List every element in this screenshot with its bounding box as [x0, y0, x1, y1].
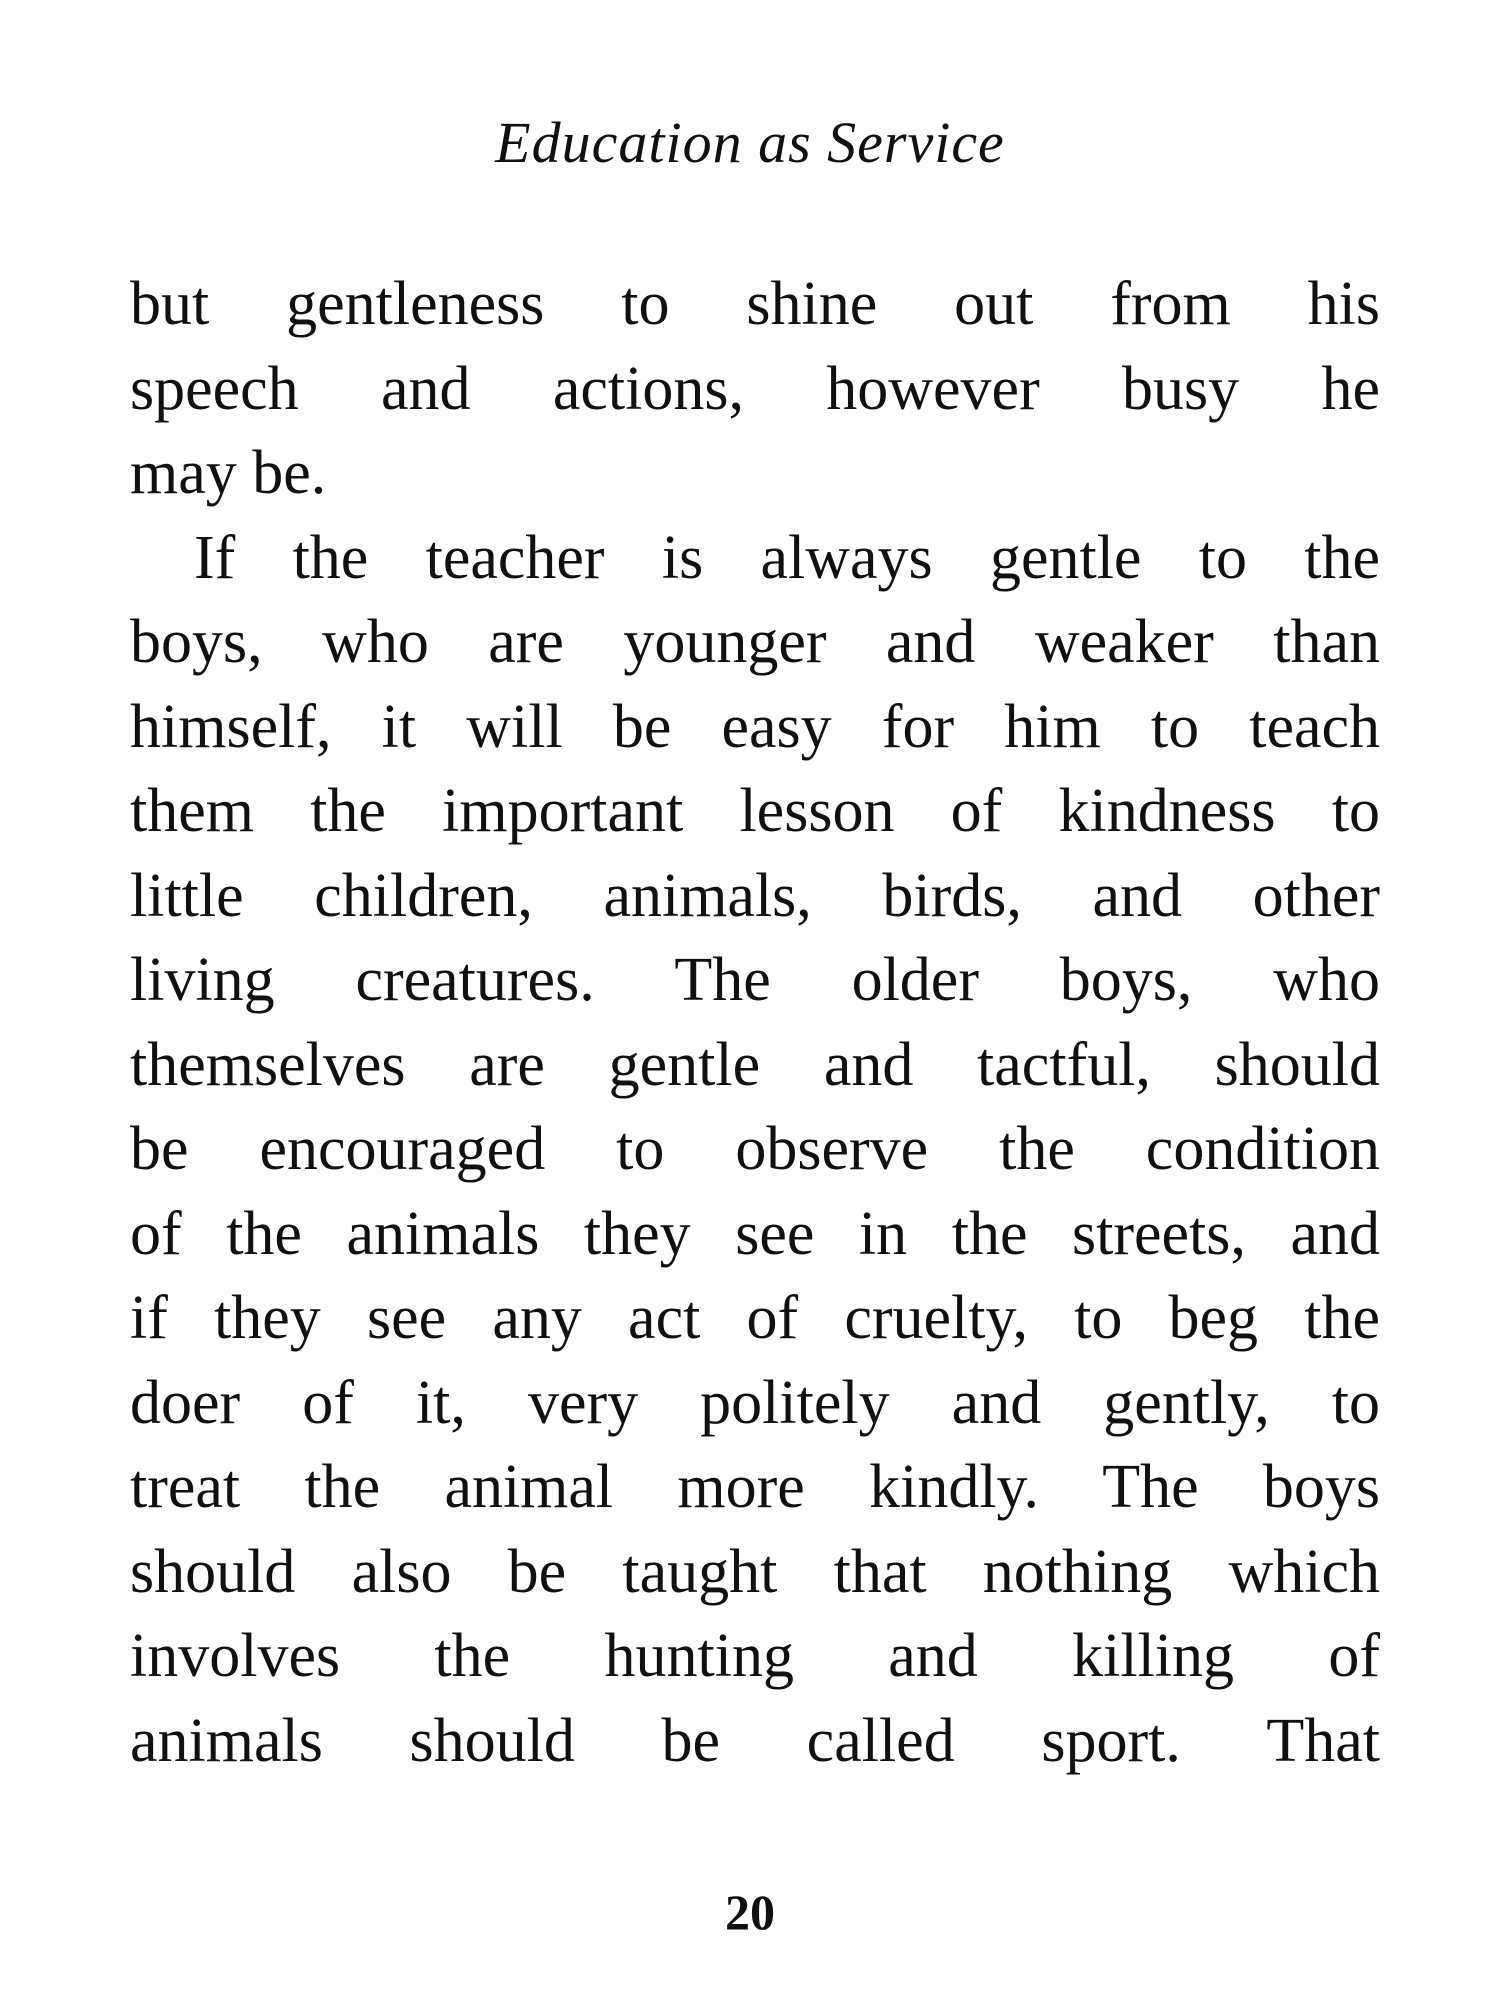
text-line: but gentleness to shine out from his [130, 270, 1380, 338]
text-line: little children, animals, birds, and other [130, 861, 1380, 930]
text-line: themselves are gentle and tactful, should [130, 1030, 1380, 1099]
text-line: animals should be called sport. That [130, 1706, 1380, 1775]
text-line: himself, it will be easy for him to teach [130, 692, 1380, 761]
text-line: treat the animal more kindly. The boys [130, 1453, 1380, 1521]
text-line: speech and actions, however busy he [130, 354, 1380, 423]
text-line: them the important lesson of kindness to [130, 777, 1380, 845]
running-head: Education as Service [495, 110, 1005, 175]
page-number: 20 [725, 1884, 775, 1940]
text-line: boys, who are younger and weaker than [130, 608, 1380, 676]
body-text [130, 262, 1380, 1783]
text-line: involves the hunting and killing of [130, 1622, 1380, 1690]
text-line: doer of it, very politely and gently, to [130, 1368, 1380, 1437]
text-line: be encouraged to observe the condition [130, 1115, 1380, 1183]
text-line: may be. [130, 439, 327, 507]
text-line: If the teacher is always gentle to the [194, 523, 1380, 592]
text-line: of the animals they see in the streets, and [130, 1199, 1380, 1268]
text-line: living creatures. The older boys, who [130, 946, 1380, 1014]
text-line: if they see any act of cruelty, to beg the [130, 1284, 1380, 1352]
text-line: should also be taught that nothing which [130, 1537, 1380, 1606]
